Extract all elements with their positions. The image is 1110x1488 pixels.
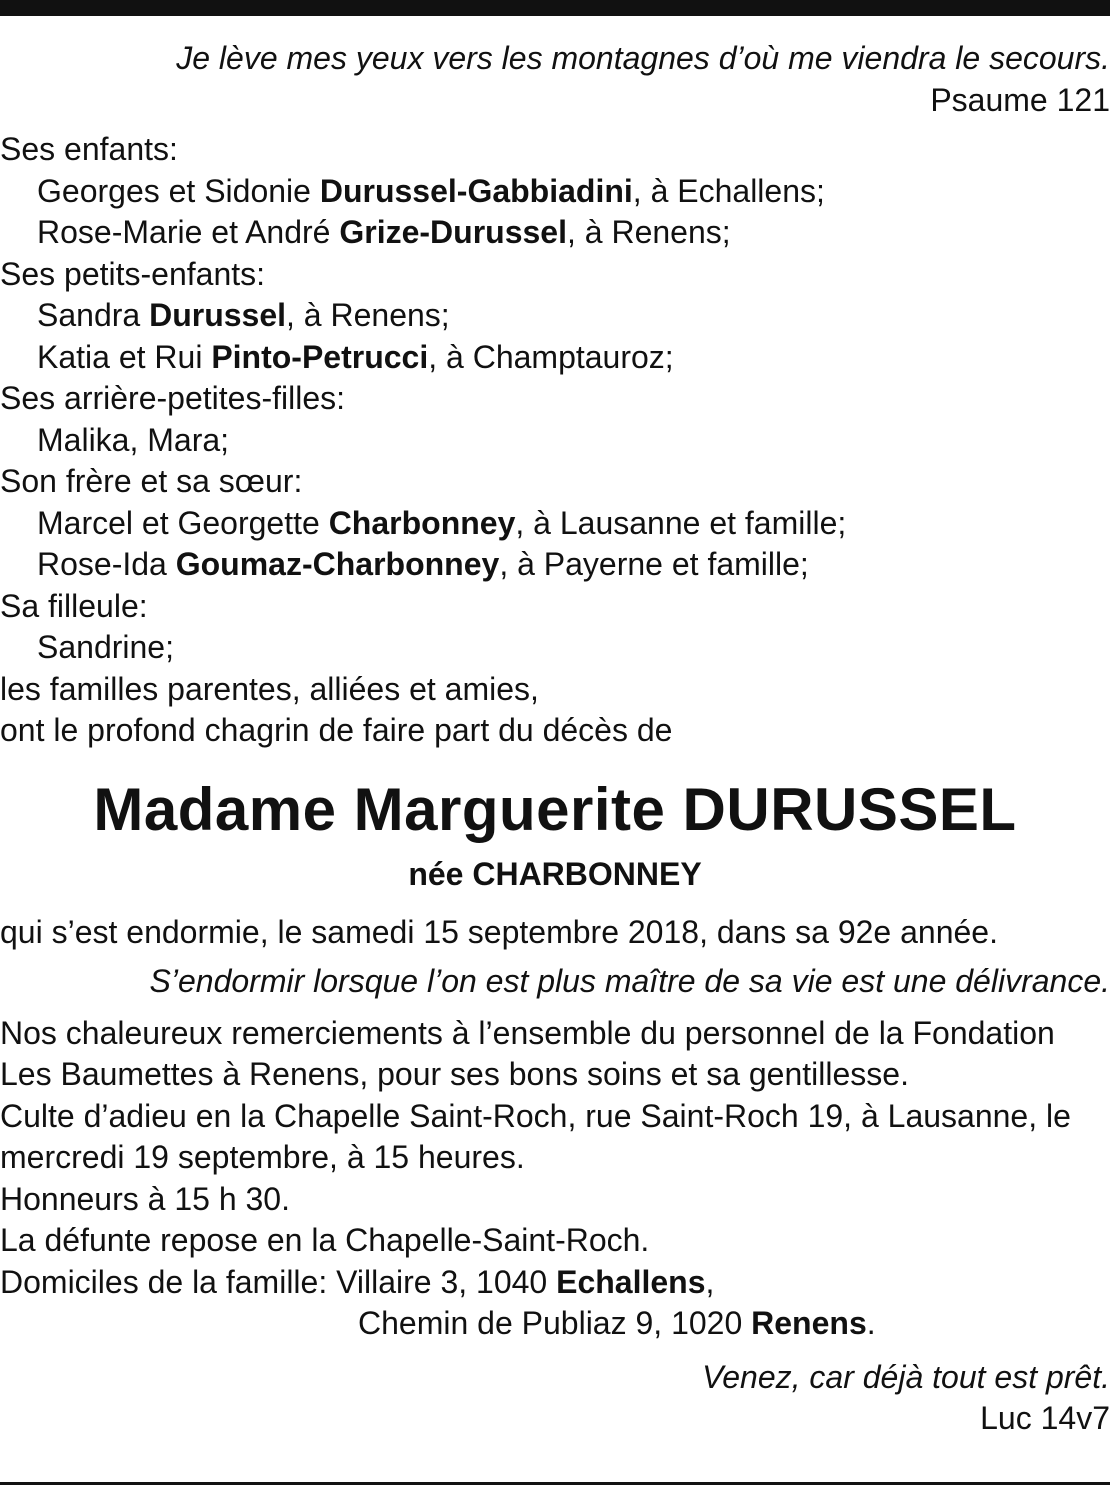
death-announcement: qui s’est endormie, le samedi 15 septembre 2018, dans sa 92e année. bbox=[0, 913, 998, 950]
family-member bbox=[0, 171, 1110, 213]
family-member-surname: Pinto-Petrucci bbox=[211, 338, 429, 375]
family-member-text: Sandrine; bbox=[37, 629, 174, 665]
family-member-text: , à Renens; bbox=[286, 297, 450, 333]
family-member bbox=[0, 295, 1110, 337]
family-member bbox=[0, 337, 1110, 379]
body-line: mercredi 19 septembre, à 15 heures. bbox=[0, 1139, 525, 1175]
family-member-surname: Grize-Durussel bbox=[339, 214, 567, 250]
quote: S’endormir lorsque l’on est plus maître de sa vie est une délivrance. bbox=[149, 963, 1110, 999]
obituary-notice bbox=[0, 38, 1110, 1440]
family-member-surname: Durussel-Gabbiadini bbox=[319, 172, 633, 209]
family-member-text: , à Champtauroz; bbox=[428, 338, 674, 375]
family-member-text: Rose-Marie et André bbox=[37, 214, 340, 250]
family-address-2: Chemin de Publiaz 9, 1020 Renens. bbox=[358, 1305, 876, 1341]
opening-verse-reference: Psaume 121 bbox=[930, 81, 1110, 118]
closing-line: les familles parentes, alliées et amies, bbox=[0, 670, 539, 707]
family-member bbox=[0, 627, 1110, 669]
family-member-text: Rose-Ida bbox=[37, 546, 176, 582]
family-member-surname: Charbonney bbox=[328, 504, 516, 541]
family-group-label: Sa filleule: bbox=[0, 587, 148, 624]
family-group-label: Ses enfants: bbox=[0, 131, 178, 167]
family-member-text: , à Echallens; bbox=[632, 172, 825, 209]
family-address-1: Domiciles de la famille: Villaire 3, 1040 Echallens, bbox=[0, 1263, 715, 1300]
family-list bbox=[0, 129, 1110, 669]
top-rule bbox=[0, 0, 1110, 16]
family-member-surname: Goumaz-Charbonney bbox=[175, 546, 500, 582]
body-line: Nos chaleureux remerciements à l’ensemble du personnel de la Fondation bbox=[0, 1014, 1055, 1051]
family-member bbox=[0, 544, 1110, 586]
family-member-text: Malika, Mara; bbox=[37, 421, 230, 458]
body-line: Les Baumettes à Renens, pour ses bons soins et sa gentillesse. bbox=[0, 1056, 909, 1092]
family-member bbox=[0, 503, 1110, 545]
closing-verse: Venez, car déjà tout est prêt. bbox=[702, 1358, 1110, 1395]
address-2-city: Renens bbox=[751, 1305, 867, 1341]
family-member-text: Katia et Rui bbox=[37, 338, 212, 375]
address-2-street: Chemin de Publiaz 9, 1020 bbox=[358, 1305, 752, 1341]
address-1-city: Echallens bbox=[556, 1263, 706, 1300]
family-group-label: Son frère et sa sœur: bbox=[0, 463, 303, 499]
family-member bbox=[0, 420, 1110, 462]
family-member-text: , à Renens; bbox=[566, 214, 731, 250]
body-line: Honneurs à 15 h 30. bbox=[0, 1180, 290, 1217]
maiden-name: née CHARBONNEY bbox=[408, 855, 702, 892]
closing-verse-reference: Luc 14v7 bbox=[980, 1400, 1110, 1436]
bottom-rule bbox=[0, 1482, 1110, 1485]
family-member-text: Sandra bbox=[37, 297, 150, 333]
family-member-surname: Durussel bbox=[149, 297, 287, 333]
family-member-text: , à Lausanne et famille; bbox=[515, 504, 847, 541]
opening-verse: Je lève mes yeux vers les montagnes d’où me viendra le secours. bbox=[176, 40, 1110, 76]
body-line: La défunte repose en la Chapelle-Saint-Roch. bbox=[0, 1222, 650, 1258]
family-member bbox=[0, 212, 1110, 254]
closing-line: ont le profond chagrin de faire part du décès de bbox=[0, 712, 673, 748]
family-group-label: Ses arrière-petites-filles: bbox=[0, 380, 345, 416]
family-member-text: Georges et Sidonie bbox=[37, 172, 320, 209]
family-member-text: Marcel et Georgette bbox=[37, 504, 329, 541]
deceased-name: Madame Marguerite DURUSSEL bbox=[93, 775, 1017, 843]
address-label: Domiciles de la famille: bbox=[0, 1263, 337, 1300]
family-member-text: , à Payerne et famille; bbox=[499, 546, 809, 582]
family-group-label: Ses petits-enfants: bbox=[0, 255, 266, 292]
body-line: Culte d’adieu en la Chapelle Saint-Roch, rue Saint-Roch 19, à Lausanne, le bbox=[0, 1097, 1071, 1134]
address-1-street: Villaire 3, 1040 bbox=[336, 1263, 557, 1300]
